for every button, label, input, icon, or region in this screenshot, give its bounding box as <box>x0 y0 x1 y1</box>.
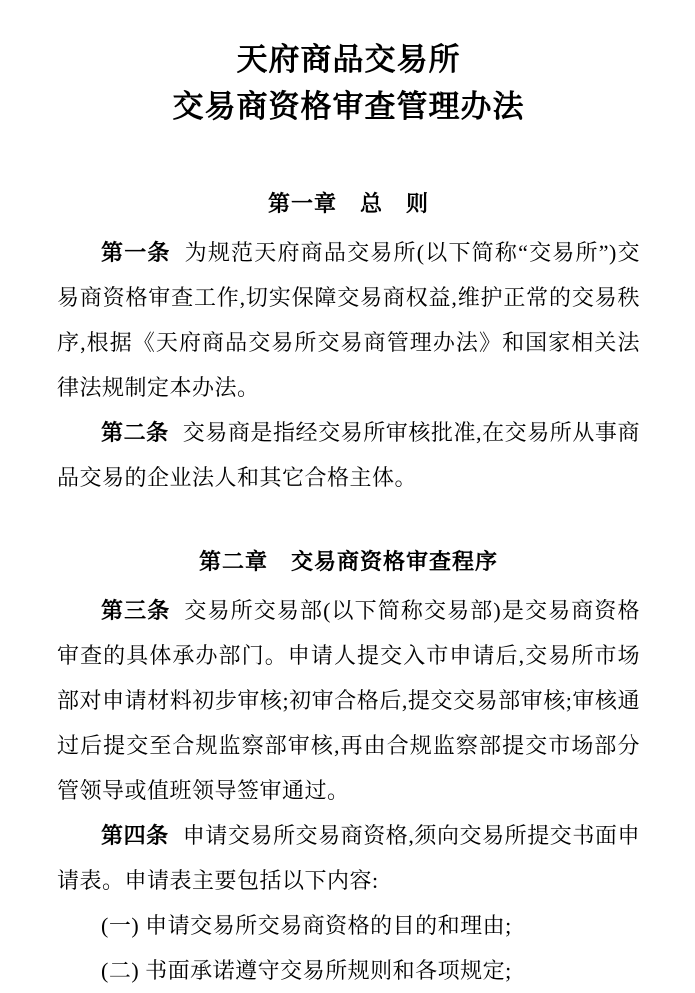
article-1 <box>57 230 640 410</box>
article-2-text: 交易商是指经交易所审核批准,在交易所从事商品交易的企业法人和其它合格主体。 <box>57 420 640 490</box>
article-3-label: 第三条 <box>101 598 171 623</box>
chapter-1-body <box>57 230 640 500</box>
chapter-2-heading: 第二章 交易商资格审查程序 <box>198 549 498 574</box>
article-1-text: 为规范天府商品交易所(以下简称“交易所”)交易商资格审查工作,切实保障交易商权益,维护正常的交易秩序,根据《天府商品交易所交易商管理办法》和国家相关法律法规制定本办法。 <box>57 240 640 400</box>
list-item-2: (二) 书面承诺遵守交易所规则和各项规定; <box>101 958 512 983</box>
list-item-1: (一) 申请交易所交易商资格的目的和理由; <box>101 913 512 938</box>
title-line-1: 天府商品交易所 <box>236 42 461 77</box>
article-1-label: 第一条 <box>101 240 171 265</box>
article-2 <box>57 410 640 500</box>
article-3-text: 交易所交易部(以下简称交易部)是交易商资格审查的具体承办部门。申请人提交入市申请后,交易所市场部对申请材料初步审核;初审合格后,提交交易部审核;审核通过后提交至合规监察部审核,再由合规监察部提交市场部分管领导或值班领导签审通过。 <box>57 598 640 803</box>
document-title <box>57 36 640 130</box>
chapter-2-body <box>57 588 640 993</box>
article-4-label: 第四条 <box>101 823 169 848</box>
article-2-label: 第二条 <box>101 420 169 445</box>
title-line-2: 交易商资格审查管理办法 <box>172 89 525 124</box>
article-4 <box>57 813 640 903</box>
article-3 <box>57 588 640 813</box>
article-4-text: 申请交易所交易商资格,须向交易所提交书面申请表。申请表主要包括以下内容: <box>57 823 640 893</box>
chapter-1-heading: 第一章 总 则 <box>267 191 429 216</box>
